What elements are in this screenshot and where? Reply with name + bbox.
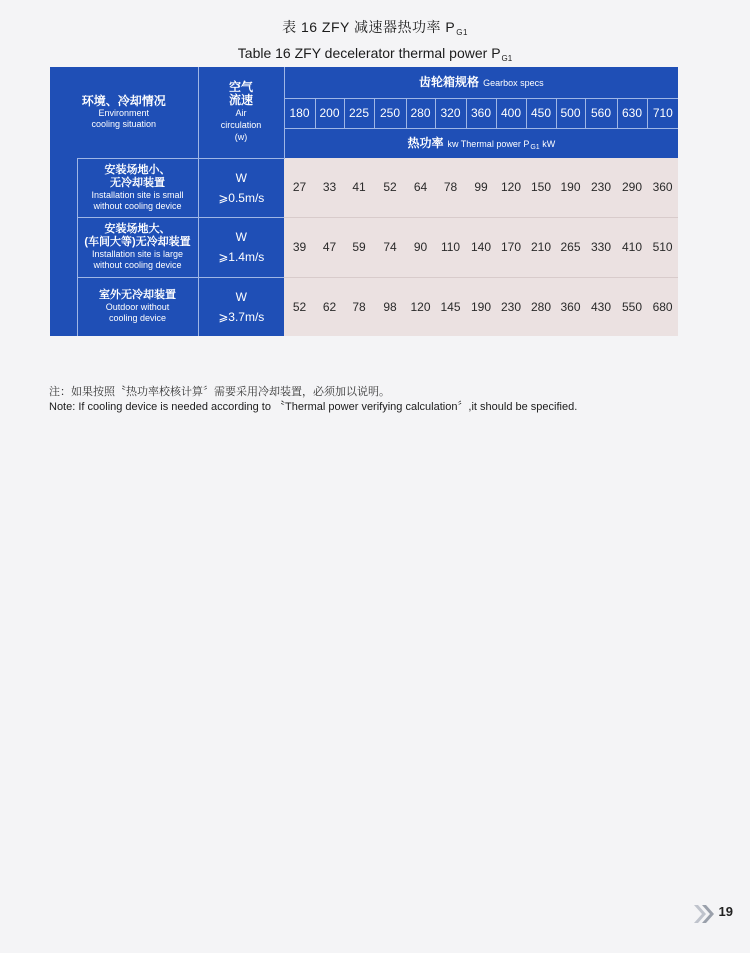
condition-outdoor: 室外无冷却装置 Outdoor without cooling device [77, 277, 198, 336]
gearbox-specs-header: 齿轮箱规格 Gearbox specs [284, 67, 678, 98]
value-cell: 110 [435, 217, 466, 277]
value-cell: 140 [466, 217, 496, 277]
value-cell: 360 [556, 277, 585, 336]
size-560: 560 [585, 98, 617, 128]
value-cell: 210 [526, 217, 556, 277]
value-cell: 47 [315, 217, 344, 277]
value-cell: 52 [374, 158, 406, 217]
value-cell: 41 [344, 158, 374, 217]
value-cell: 120 [496, 158, 526, 217]
value-cell: 39 [284, 217, 315, 277]
footnote-english: Note: If cooling device is needed according to 〝Thermal power verifying calculation〞,it should be specified. [49, 401, 578, 413]
value-cell: 510 [647, 217, 678, 277]
table-title [0, 18, 750, 68]
value-cell: 52 [284, 277, 315, 336]
value-cell: 680 [647, 277, 678, 336]
title-english: Table 16 ZFY decelerator thermal power $P_{G1}$ [237, 45, 513, 63]
value-cell: 120 [406, 277, 435, 336]
value-cell: 99 [466, 158, 496, 217]
title-chinese: 表 16 ZFY 减速器热功率 $P_{G1}$ [282, 19, 468, 37]
footnote-chinese: 注：如果按照〝热功率校核计算〞需要采用冷却装置，必须加以说明。 [49, 386, 390, 398]
value-cell: 78 [435, 158, 466, 217]
value-cell: 230 [585, 158, 617, 217]
size-225: 225 [344, 98, 374, 128]
size-630: 630 [617, 98, 647, 128]
value-cell: 170 [496, 217, 526, 277]
value-cell: 550 [617, 277, 647, 336]
value-cell: 33 [315, 158, 344, 217]
value-cell: 98 [374, 277, 406, 336]
page-number: 19 [718, 904, 733, 919]
value-cell: 78 [344, 277, 374, 336]
size-500: 500 [556, 98, 585, 128]
value-cell: 62 [315, 277, 344, 336]
value-cell: 90 [406, 217, 435, 277]
air-speed-large-site: W ⩾1.4m/s [198, 217, 284, 277]
value-cell: 27 [284, 158, 315, 217]
size-280: 280 [406, 98, 435, 128]
row-group-strip [50, 158, 77, 336]
table-row [50, 277, 678, 336]
double-chevron-right-icon [692, 903, 718, 930]
environment-header: 环境、冷却情况 Environment cooling situation [50, 67, 198, 158]
size-400: 400 [496, 98, 526, 128]
size-320: 320 [435, 98, 466, 128]
value-cell: 265 [556, 217, 585, 277]
table-row [50, 217, 678, 277]
value-cell: 74 [374, 217, 406, 277]
size-180: 180 [284, 98, 315, 128]
value-cell: 290 [617, 158, 647, 217]
air-speed-small-site: W ⩾0.5m/s [198, 158, 284, 217]
value-cell: 145 [435, 277, 466, 336]
thermal-power-table [50, 67, 678, 336]
value-cell: 64 [406, 158, 435, 217]
footnote [49, 385, 729, 415]
value-cell: 430 [585, 277, 617, 336]
value-cell: 190 [466, 277, 496, 336]
value-cell: 230 [496, 277, 526, 336]
value-cell: 190 [556, 158, 585, 217]
table-row [50, 158, 678, 217]
thermal-power-header: 热功率 kw Thermal power $P_{G1}$ kW [284, 128, 678, 158]
air-circulation-header: 空气 流速 Air circulation (w) [198, 67, 284, 158]
size-200: 200 [315, 98, 344, 128]
air-speed-outdoor: W ⩾3.7m/s [198, 277, 284, 336]
size-450: 450 [526, 98, 556, 128]
size-710: 710 [647, 98, 678, 128]
value-cell: 280 [526, 277, 556, 336]
value-cell: 330 [585, 217, 617, 277]
condition-large-site: 安装场地大、 (车间大等)无冷却装置 Installation site is large without cooling device [77, 217, 198, 277]
value-cell: 150 [526, 158, 556, 217]
value-cell: 360 [647, 158, 678, 217]
size-360: 360 [466, 98, 496, 128]
value-cell: 59 [344, 217, 374, 277]
size-250: 250 [374, 98, 406, 128]
value-cell: 410 [617, 217, 647, 277]
condition-small-site: 安装场地小、 无冷却装置 Installation site is small without cooling device [77, 158, 198, 217]
